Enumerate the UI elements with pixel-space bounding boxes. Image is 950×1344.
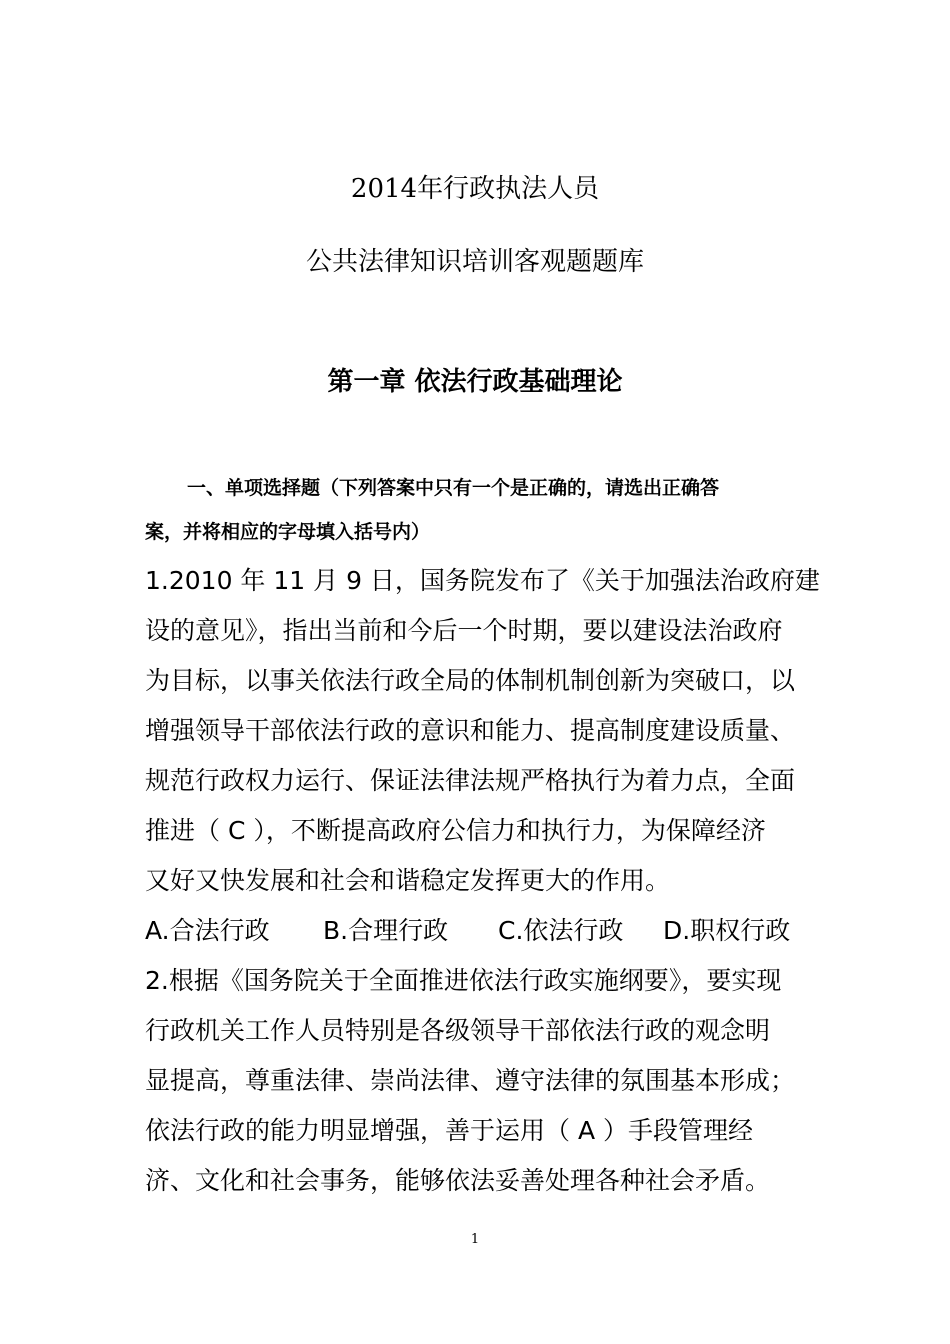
page-number: 1	[470, 1232, 480, 1247]
question-1-line: 为目标，以事关依法行政全局的体制机制创新为突破口，以	[145, 666, 796, 695]
question-1-line: 设的意见》，指出当前和今后一个时期，要以建设法治政府	[145, 616, 783, 645]
chapter-heading: 第一章 依法行政基础理论	[327, 367, 623, 397]
question-2-line: 济、文化和社会事务，能够依法妥善处理各种社会矛盾。	[145, 1166, 771, 1195]
option-d: D.职权行政	[663, 916, 791, 945]
instruction-line: 一、单项选择题（下列答案中只有一个是正确的，请选出正确答	[187, 477, 720, 499]
section-instruction	[145, 466, 815, 554]
question-2-line: 依法行政的能力明显增强，善于运用（ A ）手段管理经	[145, 1116, 753, 1145]
document-title-line1: 2014年行政执法人员	[350, 174, 600, 204]
question-1-line: 1.2010 年 11 月 9 日，国务院发布了《关于加强法治政府建	[145, 566, 820, 595]
question-2-line: 2.根据《国务院关于全面推进依法行政实施纲要》，要实现	[145, 966, 782, 995]
question-1-line: 增强领导干部依法行政的意识和能力、提高制度建设质量、	[145, 716, 796, 745]
option-a: A.合法行政	[145, 916, 270, 945]
question-2-line: 显提高，尊重法律、崇尚法律、遵守法律的氛围基本形成；	[145, 1066, 796, 1095]
document-title-line2: 公共法律知识培训客观题题库	[305, 247, 644, 277]
instruction-line: 案，并将相应的字母填入括号内）	[145, 521, 431, 543]
question-1-line: 规范行政权力运行、保证法律法规严格执行为着力点，全面	[145, 766, 796, 795]
question-2-line: 行政机关工作人员特别是各级领导干部依法行政的观念明	[145, 1016, 771, 1045]
question-1-options	[145, 906, 825, 956]
option-c: C.依法行政	[498, 916, 624, 945]
question-1-line: 推进（ C ），不断提高政府公信力和执行力，为保障经济	[145, 816, 766, 845]
option-b: B.合理行政	[323, 916, 449, 945]
question-body	[145, 556, 825, 1206]
question-1-line: 又好又快发展和社会和谐稳定发挥更大的作用。	[145, 866, 671, 895]
